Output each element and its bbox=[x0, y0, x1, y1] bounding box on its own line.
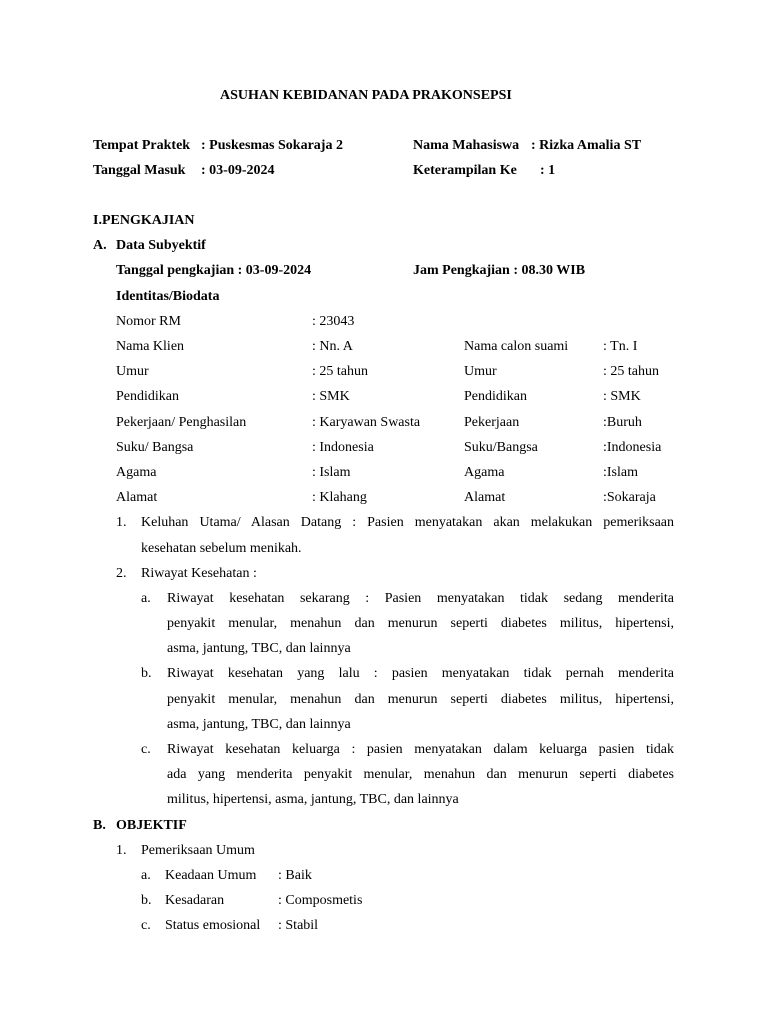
tanggal-masuk-value: : 03-09-2024 bbox=[201, 163, 275, 178]
identitas-label: Pendidikan bbox=[116, 389, 179, 404]
nama-mahasiswa-value: : Rizka Amalia ST bbox=[531, 138, 642, 153]
identitas-value: : Islam bbox=[312, 465, 351, 480]
keterampilan-label: Keterampilan Ke bbox=[413, 163, 517, 178]
pemeriksaan-item-label: Kesadaran bbox=[165, 893, 225, 908]
section-pengkajian-heading: I.PENGKAJIAN bbox=[93, 213, 195, 228]
suami-value: :Indonesia bbox=[603, 440, 662, 455]
jam-pengkajian: Jam Pengkajian : 08.30 WIB bbox=[413, 263, 586, 278]
identitas-label: Pekerjaan/ Penghasilan bbox=[116, 415, 247, 430]
suami-value: : 25 tahun bbox=[603, 364, 659, 379]
tempat-praktek-value: : Puskesmas Sokaraja 2 bbox=[201, 138, 343, 153]
riwayat-sekarang-line: asma, jantung, TBC, dan lainnya bbox=[167, 641, 351, 656]
riwayat-item-marker: c. bbox=[141, 742, 151, 757]
identitas-label: Nama Klien bbox=[116, 339, 185, 354]
riwayat-lalu-line: asma, jantung, TBC, dan lainnya bbox=[167, 717, 351, 732]
pemeriksaan-number: 1. bbox=[116, 843, 127, 858]
subsection-a-title: Data Subyektif bbox=[116, 238, 206, 253]
identitas-value: : Nn. A bbox=[312, 339, 353, 354]
identitas-value: : 23043 bbox=[312, 314, 355, 329]
suami-value: : Tn. I bbox=[603, 339, 638, 354]
suami-label: Pendidikan bbox=[464, 389, 527, 404]
riwayat-sekarang-line: penyakit menular, menahun dan menurun seperti diabetes militus, hipertensi, bbox=[167, 616, 674, 631]
subsection-a-marker: A. bbox=[93, 238, 107, 253]
subsection-b-title: OBJEKTIF bbox=[116, 818, 187, 833]
pemeriksaan-item-value: : Stabil bbox=[278, 918, 319, 933]
suami-label: Suku/Bangsa bbox=[464, 440, 538, 455]
pemeriksaan-item-marker: a. bbox=[141, 868, 151, 883]
subsection-b-marker: B. bbox=[93, 818, 106, 833]
identitas-label: Suku/ Bangsa bbox=[116, 440, 194, 455]
keluhan-number: 1. bbox=[116, 515, 127, 530]
identitas-label: Nomor RM bbox=[116, 314, 181, 329]
suami-label: Umur bbox=[464, 364, 497, 379]
pemeriksaan-item-value: : Composmetis bbox=[278, 893, 363, 908]
suami-value: :Islam bbox=[603, 465, 638, 480]
riwayat-lalu-line: penyakit menular, menahun dan menurun seperti diabetes militus, hipertensi, bbox=[167, 692, 674, 707]
riwayat-keluarga-line: militus, hipertensi, asma, jantung, TBC, dan lainnya bbox=[167, 792, 459, 807]
pemeriksaan-item-marker: b. bbox=[141, 893, 152, 908]
identitas-label: Agama bbox=[116, 465, 157, 480]
identitas-value: : Klahang bbox=[312, 490, 367, 505]
keluhan-text-line1: Keluhan Utama/ Alasan Datang : Pasien menyatakan akan melakukan pemeriksaan bbox=[141, 515, 674, 530]
pemeriksaan-item-value: : Baik bbox=[278, 868, 312, 883]
identitas-value: : SMK bbox=[312, 389, 350, 404]
pemeriksaan-item-marker: c. bbox=[141, 918, 151, 933]
suami-label: Agama bbox=[464, 465, 505, 480]
tanggal-pengkajian: Tanggal pengkajian : 03-09-2024 bbox=[116, 263, 312, 278]
suami-label: Nama calon suami bbox=[464, 339, 569, 354]
identitas-value: : Karyawan Swasta bbox=[312, 415, 421, 430]
riwayat-keluarga-line: ada yang menderita penyakit menular, menahun dan menurun seperti diabetes bbox=[167, 767, 674, 782]
suami-label: Pekerjaan bbox=[464, 415, 520, 430]
suami-value: : SMK bbox=[603, 389, 641, 404]
pemeriksaan-title: Pemeriksaan Umum bbox=[141, 843, 255, 858]
pemeriksaan-item-label: Keadaan Umum bbox=[165, 868, 257, 883]
identitas-value: : Indonesia bbox=[312, 440, 374, 455]
nama-mahasiswa-label: Nama Mahasiswa bbox=[413, 138, 520, 153]
suami-value: :Buruh bbox=[603, 415, 642, 430]
riwayat-title: Riwayat Kesehatan : bbox=[141, 566, 257, 581]
riwayat-lalu-line: Riwayat kesehatan yang lalu : pasien menyatakan tidak pernah menderita bbox=[167, 666, 674, 681]
document-title: ASUHAN KEBIDANAN PADA PRAKONSEPSI bbox=[220, 88, 512, 103]
riwayat-keluarga-line: Riwayat kesehatan keluarga : pasien menyatakan dalam keluarga pasien tidak bbox=[167, 742, 674, 757]
tempat-praktek-label: Tempat Praktek bbox=[93, 138, 191, 153]
identitas-value: : 25 tahun bbox=[312, 364, 368, 379]
keterampilan-value: : 1 bbox=[540, 163, 556, 178]
riwayat-number: 2. bbox=[116, 566, 127, 581]
riwayat-item-marker: a. bbox=[141, 591, 151, 606]
riwayat-sekarang-line: Riwayat kesehatan sekarang : Pasien menyatakan tidak sedang menderita bbox=[167, 591, 674, 606]
identitas-heading: Identitas/Biodata bbox=[116, 289, 220, 304]
suami-label: Alamat bbox=[464, 490, 506, 505]
identitas-label: Umur bbox=[116, 364, 149, 379]
tanggal-masuk-label: Tanggal Masuk bbox=[93, 163, 186, 178]
keluhan-text-line2: kesehatan sebelum menikah. bbox=[141, 541, 302, 556]
identitas-label: Alamat bbox=[116, 490, 158, 505]
pemeriksaan-item-label: Status emosional bbox=[165, 918, 261, 933]
suami-value: :Sokaraja bbox=[603, 490, 656, 505]
riwayat-item-marker: b. bbox=[141, 666, 152, 681]
